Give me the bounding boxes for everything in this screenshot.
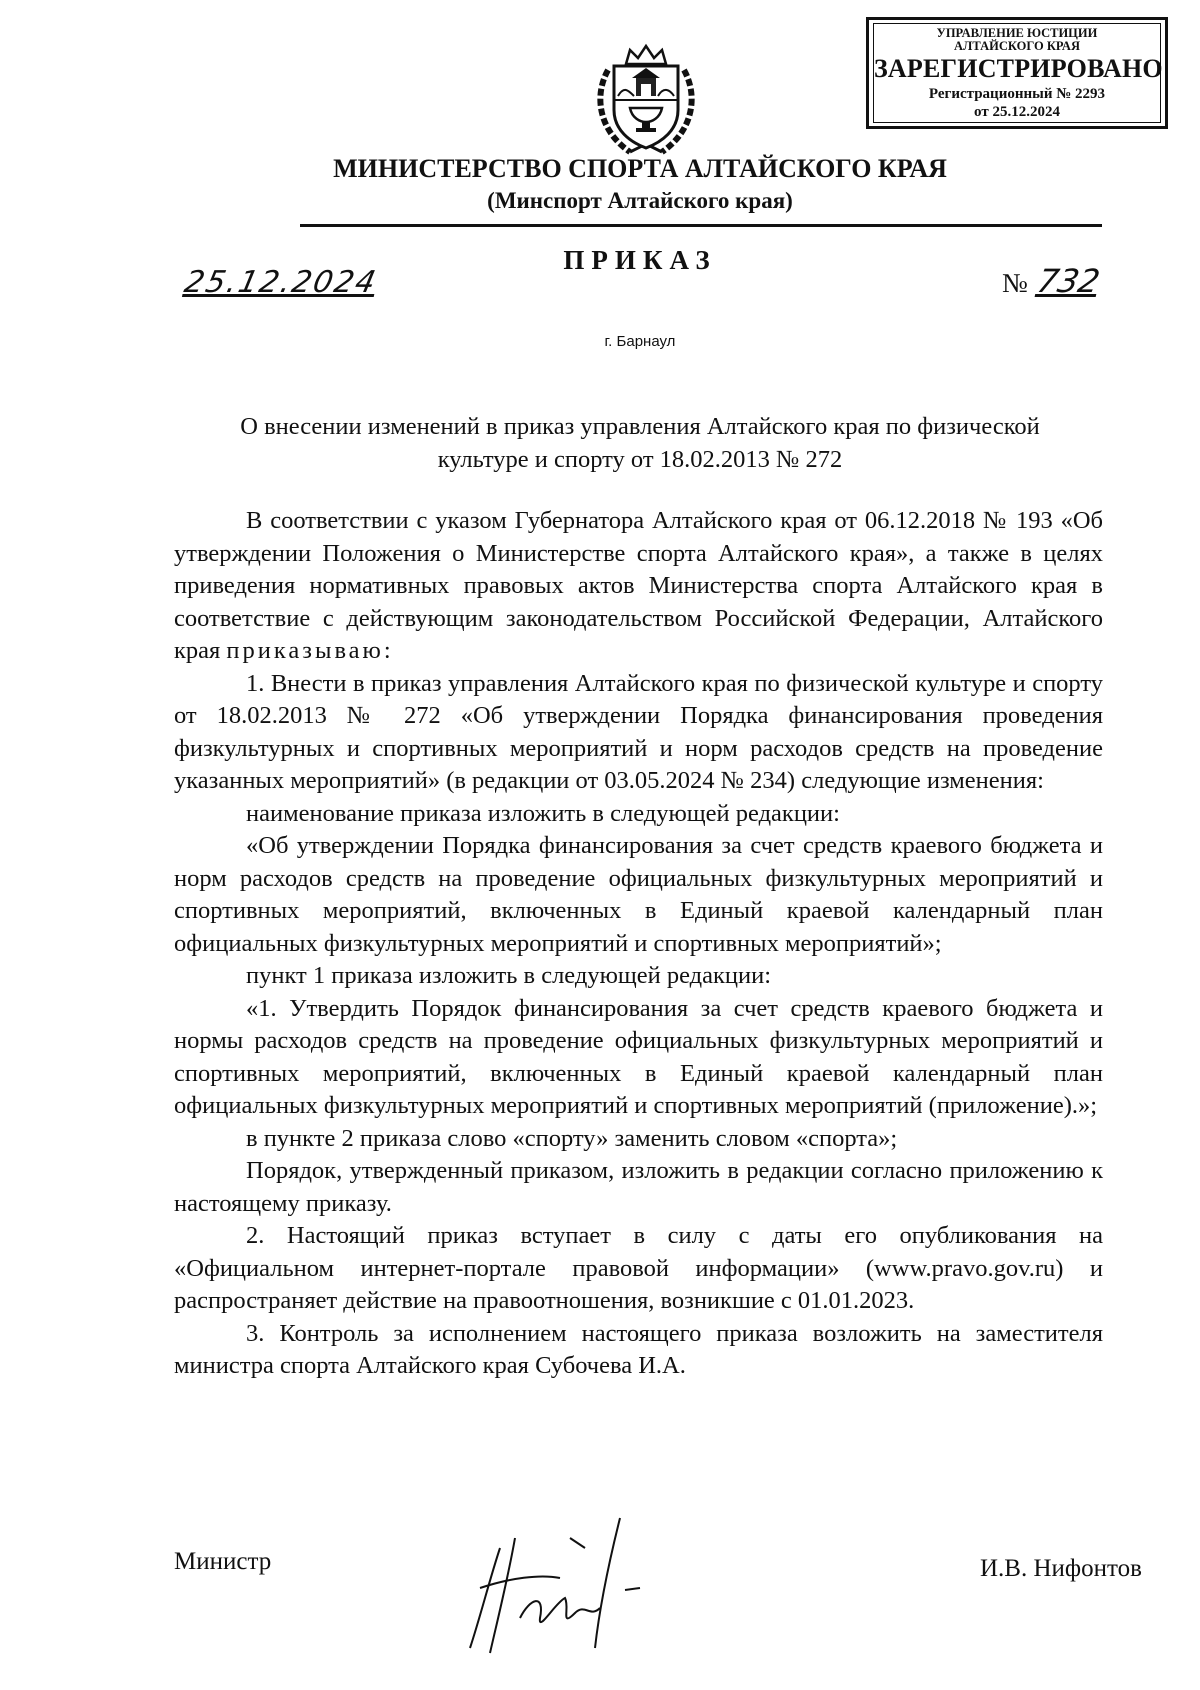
document-type-title: ПРИКАЗ — [563, 245, 717, 275]
ministry-name: МИНИСТЕРСТВО СПОРТА АЛТАЙСКОГО КРАЯ — [333, 154, 947, 183]
preamble-order-word: приказываю: — [226, 637, 394, 664]
paragraph-new-point-1: «1. Утвердить Порядок финансирования за счет средств краевого бюджета и нормы расходов средств на проведение официальных физкультурных мероприятий и спортивных мероприятий, включенных в Единый краевой календарный план официальных физкультурных мероприятий и спортивных мероприятий (приложение).»; — [174, 994, 1103, 1119]
paragraph-item-3: 3. Контроль за исполнением настоящего приказа возложить на заместителя министра спорта Алтайского края Субочева И.А. — [174, 1319, 1103, 1379]
paragraph-item-2: 2. Настоящий приказ вступает в силу с даты его опубликования на «Официальном интернет-портале правовой информации» (www.pravo.gov.ru) и распространяет действие на правоотношения, возникшие с 01.01.2023. — [174, 1222, 1103, 1314]
document-subject — [170, 410, 1110, 476]
coat-of-arms-icon — [590, 40, 702, 162]
document-number: 732 — [1033, 262, 1104, 300]
registration-stamp — [866, 17, 1168, 129]
paragraph-title-change: наименование приказа изложить в следующей редакции: — [246, 799, 840, 827]
paragraph-procedure-change: Порядок, утвержденный приказом, изложить в редакции согласно приложению к настоящему приказу. — [174, 1157, 1103, 1217]
document-number-label: № — [1002, 268, 1028, 298]
document-date: 25.12.2024 — [181, 265, 381, 300]
paragraph-item-1: 1. Внести в приказ управления Алтайского края по физической культуре и спорту от 18.02.2013 № 272 «Об утверждении Порядка финансирования проведения физкультурных и спортивных мероприятий и норм расходов средств на проведение указанных мероприятий» (в редакции от 03.05.2024 № 234) следующие изменения: — [174, 669, 1103, 794]
subject-line-2: культуре и спорту от 18.02.2013 № 272 — [437, 446, 843, 473]
paragraph-point-1-change: пункт 1 приказа изложить в следующей редакции: — [246, 962, 772, 989]
ministry-short-name: (Минспорт Алтайского края) — [487, 188, 793, 213]
signatory-name: И.В. Нифонтов — [980, 1555, 1142, 1582]
registration-stamp-inner — [873, 23, 1161, 123]
preamble-text: В соответствии с указом Губернатора Алтайского края от 06.12.2018 № 193 «Об утверждении Положения о Министерстве спорта Алтайского края», а также в целях приведения нормативных правовых актов Министерства спорта Алтайского края в соответствие с действующим законодательством Российской Федерации, Алтайского края — [174, 507, 1103, 664]
stamp-reg-date: от 25.12.2024 — [974, 104, 1060, 120]
header-divider — [300, 224, 1102, 227]
document-city: г. Барнаул — [604, 333, 676, 350]
stamp-org-line1: УПРАВЛЕНИЕ ЮСТИЦИИ — [936, 26, 1098, 40]
document-body — [174, 505, 1103, 1383]
paragraph-preamble — [174, 505, 1103, 668]
stamp-status: ЗАРЕГИСТРИРОВАНО — [874, 54, 1163, 83]
paragraph-new-title: «Об утверждении Порядка финансирования за счет средств краевого бюджета и норм расходов средств на проведение официальных физкультурных мероприятий и спортивных мероприятий, включенных в Единый краевой календарный план официальных физкультурных мероприятий и спортивных мероприятий»; — [174, 832, 1103, 957]
ministry-heading — [300, 153, 980, 217]
handwritten-signature-icon — [460, 1508, 700, 1658]
subject-line-1: О внесении изменений в приказ управления Алтайского края по физической — [240, 413, 1040, 440]
paragraph-point-2-change: в пункте 2 приказа слово «спорту» заменить словом «спорта»; — [246, 1124, 898, 1152]
signatory-role: Министр — [174, 1548, 272, 1575]
stamp-org-line2: АЛТАЙСКОГО КРАЯ — [954, 39, 1080, 53]
stamp-reg-number: Регистрационный № 2293 — [928, 86, 1106, 102]
